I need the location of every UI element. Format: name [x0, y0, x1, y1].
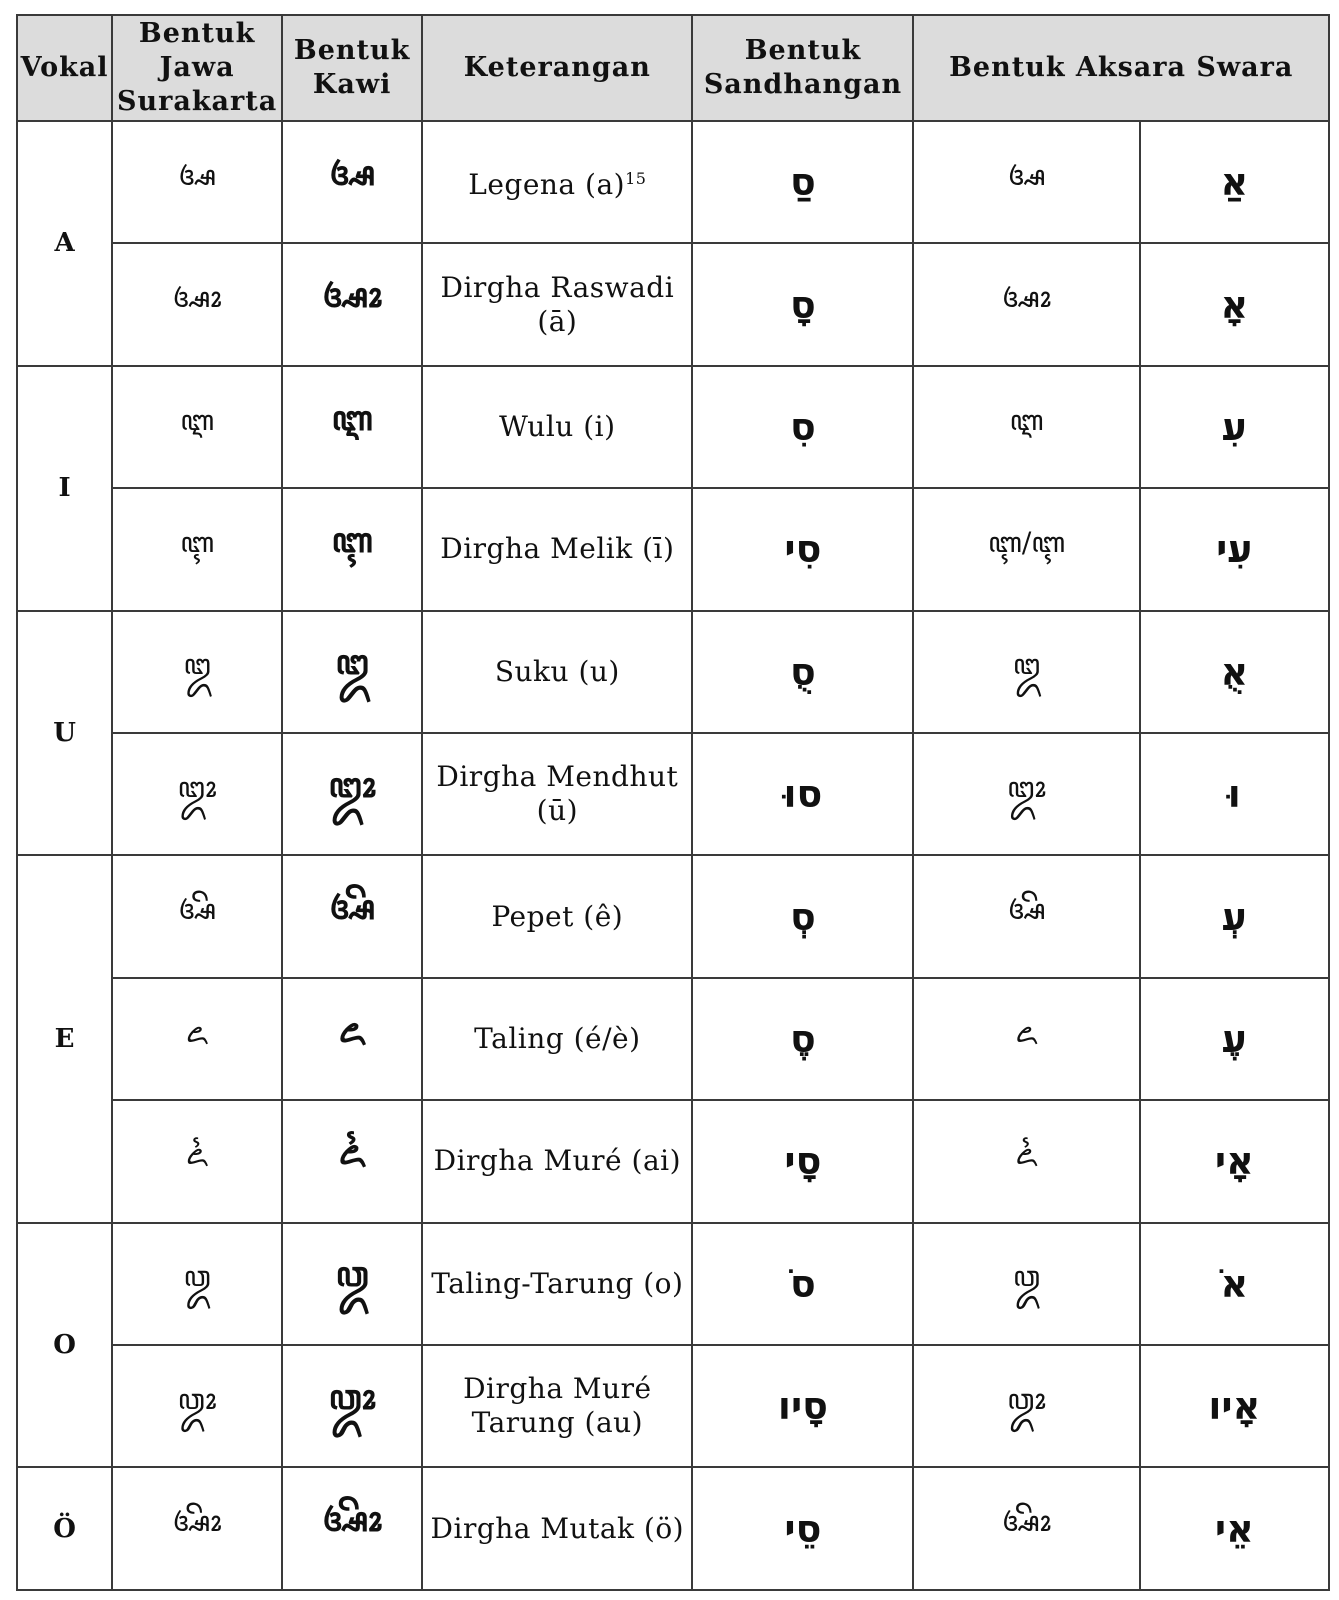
sandhangan-cell: סָיו	[692, 1345, 913, 1467]
keterangan-text: Legena (a)	[468, 168, 626, 202]
kawi-cell: ꦄꦼ	[282, 855, 422, 977]
keterangan-cell: Dirgha Raswadi (ā)	[422, 243, 692, 365]
hebrew-swara-cell: וּ	[1140, 733, 1329, 855]
jawa-cell: ꦄꦴ	[112, 243, 282, 365]
aksara-swara-cell: ꦄꦼꦴ	[913, 1467, 1139, 1590]
aksara-swara-cell: ꦈꦴ	[913, 733, 1139, 855]
hebrew-swara-cell: עֶ	[1140, 978, 1329, 1100]
sandhangan-cell: סָ	[692, 243, 913, 365]
jawa-cell: ꦄꦼꦴ	[112, 1467, 282, 1590]
table-row	[17, 855, 1329, 977]
keterangan-cell: Dirgha Mutak (ö)	[422, 1467, 692, 1590]
header-kawi: Bentuk Kawi	[282, 15, 422, 121]
aksara-swara-cell: ꦄꦴ	[913, 243, 1139, 365]
hebrew-swara-cell: אָיו	[1140, 1345, 1329, 1467]
aksara-swara-cell: ꦄꦼ	[913, 855, 1139, 977]
header-sandhangan: Bentuk Sandhangan	[692, 15, 913, 121]
kawi-cell: ꦇ	[282, 488, 422, 610]
vowel-cell-a: A	[17, 121, 112, 366]
sandhangan-cell: סָי	[692, 1100, 913, 1222]
jawa-cell: ꦌ	[112, 978, 282, 1100]
hebrew-swara-cell: אֹ	[1140, 1223, 1329, 1345]
table-row	[17, 1467, 1329, 1590]
keterangan-cell: Dirgha Muré (ai)	[422, 1100, 692, 1222]
kawi-cell: ꦌ	[282, 978, 422, 1100]
keterangan-cell	[422, 121, 692, 243]
hebrew-swara-cell: אֻ	[1140, 611, 1329, 733]
kawi-cell: ꦎꦴ	[282, 1345, 422, 1467]
table-row	[17, 733, 1329, 855]
vowel-table	[16, 14, 1330, 1591]
header-jawa: Bentuk Jawa Surakarta	[112, 15, 282, 121]
sandhangan-cell: סְ	[692, 855, 913, 977]
hebrew-swara-cell: אָ	[1140, 243, 1329, 365]
footnote-ref: 15	[625, 169, 647, 189]
vowel-cell-u: U	[17, 611, 112, 856]
hebrew-swara-cell: עְ	[1140, 855, 1329, 977]
table-row	[17, 1345, 1329, 1467]
aksara-swara-cell: ꦎꦴ	[913, 1345, 1139, 1467]
keterangan-cell: Dirgha Muré Tarung (au)	[422, 1345, 692, 1467]
aksara-swara-cell: ꦌ	[913, 978, 1139, 1100]
hebrew-swara-cell: אָי	[1140, 1100, 1329, 1222]
sandhangan-cell: סֵי	[692, 1467, 913, 1590]
kawi-cell: ꦆ	[282, 366, 422, 488]
header-keterangan: Keterangan	[422, 15, 692, 121]
sandhangan-cell: סוּ	[692, 733, 913, 855]
aksara-swara-cell: ꦈ	[913, 611, 1139, 733]
header-aksara-swara: Bentuk Aksara Swara	[913, 15, 1329, 121]
keterangan-cell: Dirgha Melik (ī)	[422, 488, 692, 610]
kawi-cell: ꦎ	[282, 1223, 422, 1345]
vowel-cell-e: E	[17, 855, 112, 1222]
jawa-cell: ꦈ	[112, 611, 282, 733]
table-row	[17, 611, 1329, 733]
kawi-cell: ꦄꦴ	[282, 243, 422, 365]
jawa-cell: ꦄ	[112, 121, 282, 243]
sandhangan-cell: סֶ	[692, 978, 913, 1100]
kawi-cell: ꦍ	[282, 1100, 422, 1222]
sandhangan-cell: סַ	[692, 121, 913, 243]
keterangan-cell: Suku (u)	[422, 611, 692, 733]
table-row	[17, 1223, 1329, 1345]
kawi-cell: ꦄꦼꦴ	[282, 1467, 422, 1590]
aksara-swara-cell: ꦍ	[913, 1100, 1139, 1222]
header-row	[17, 15, 1329, 121]
table-row	[17, 243, 1329, 365]
keterangan-cell: Dirgha Mendhut (ū)	[422, 733, 692, 855]
jawa-cell: ꦎꦴ	[112, 1345, 282, 1467]
vowel-cell-i: I	[17, 366, 112, 611]
jawa-cell: ꦍ	[112, 1100, 282, 1222]
jawa-cell: ꦎ	[112, 1223, 282, 1345]
hebrew-swara-cell: אֵי	[1140, 1467, 1329, 1590]
aksara-swara-cell: ꦄ	[913, 121, 1139, 243]
table-row	[17, 366, 1329, 488]
vowel-cell-o: O	[17, 1223, 112, 1468]
jawa-cell: ꦆ	[112, 366, 282, 488]
table-row	[17, 1100, 1329, 1222]
kawi-cell: ꦈ	[282, 611, 422, 733]
table-row	[17, 121, 1329, 243]
jawa-cell: ꦇ	[112, 488, 282, 610]
aksara-swara-cell: ꦇ/ꦇ	[913, 488, 1139, 610]
hebrew-swara-cell: אַ	[1140, 121, 1329, 243]
hebrew-swara-cell: עִי	[1140, 488, 1329, 610]
keterangan-cell: Taling-Tarung (o)	[422, 1223, 692, 1345]
keterangan-cell: Taling (é/è)	[422, 978, 692, 1100]
sandhangan-cell: סֻ	[692, 611, 913, 733]
vowel-cell-oe: Ö	[17, 1467, 112, 1590]
sandhangan-cell: סִ	[692, 366, 913, 488]
jawa-cell: ꦈꦴ	[112, 733, 282, 855]
aksara-swara-cell: ꦎ	[913, 1223, 1139, 1345]
sandhangan-cell: סֹ	[692, 1223, 913, 1345]
sandhangan-cell: סִי	[692, 488, 913, 610]
kawi-cell: ꦄ	[282, 121, 422, 243]
table-row	[17, 488, 1329, 610]
table-row	[17, 978, 1329, 1100]
header-vokal: Vokal	[17, 15, 112, 121]
aksara-swara-cell: ꦆ	[913, 366, 1139, 488]
kawi-cell: ꦈꦴ	[282, 733, 422, 855]
hebrew-swara-cell: עִ	[1140, 366, 1329, 488]
keterangan-cell: Pepet (ê)	[422, 855, 692, 977]
jawa-cell: ꦄꦼ	[112, 855, 282, 977]
keterangan-cell: Wulu (i)	[422, 366, 692, 488]
